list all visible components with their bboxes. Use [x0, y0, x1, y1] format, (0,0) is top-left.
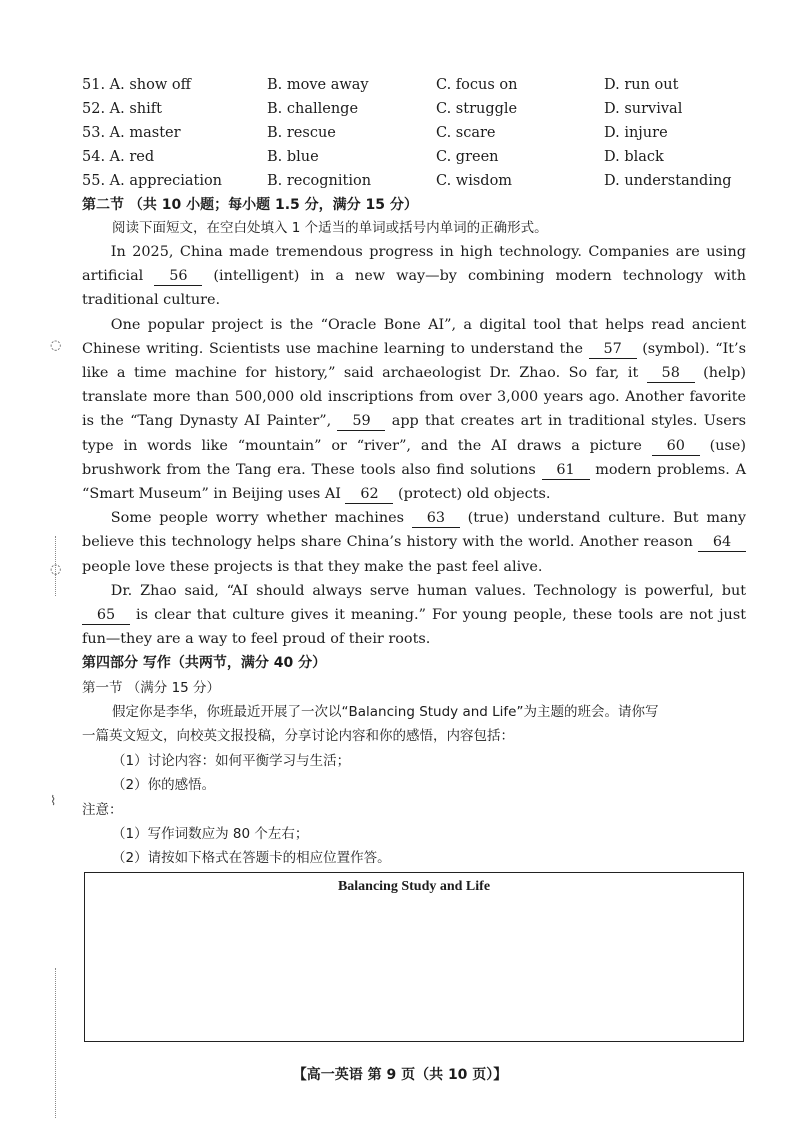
blank-58[interactable]: 58: [647, 364, 695, 383]
binding-mark: ◌: [50, 562, 62, 577]
blank-57[interactable]: 57: [589, 340, 637, 359]
writing-point: （2）你的感悟。: [112, 777, 216, 793]
option-row: 51. A. show off B. move away C. focus on D. run out: [82, 77, 679, 93]
blank-61[interactable]: 61: [542, 461, 590, 480]
page-footer: 【高一英语 第 9 页（共 10 页）】: [292, 1067, 508, 1083]
writing-prompt: 一篇英文短文，向校英文报投稿，分享讨论内容和你的感悟，内容包括：: [82, 728, 514, 744]
part-title: 第四部分 写作（共两节，满分 40 分）: [82, 655, 327, 671]
cloze-passage: [82, 240, 746, 651]
blank-63[interactable]: 63: [412, 509, 460, 528]
blank-64[interactable]: 64: [698, 533, 746, 552]
paragraph: Dr. Zhao said, “AI should always serve human values. Technology is powerful, but 65 is clear that culture gives it meaning.” For young people, these tools are not just fun—they are a way to feel proud of their roots.: [82, 582, 746, 648]
option-row: 52. A. shift B. challenge C. struggle D. survival: [82, 101, 683, 117]
note-item: （1）写作词数应为 80 个左右；: [112, 826, 309, 842]
option-row: 54. A. red B. blue C. green D. black: [82, 149, 664, 165]
paragraph: Some people worry whether machines 63 (true) understand culture. But many believe this technology helps share China’s history with the world. Another reason 64 people love these projects is that they make the past feel alive.: [82, 510, 746, 575]
blank-59[interactable]: 59: [337, 412, 385, 431]
binding-line: [55, 968, 56, 1118]
blank-65[interactable]: 65: [82, 606, 130, 625]
writing-prompt: 假定你是李华，你班最近开展了一次以“Balancing Study and Life”为主题的班会。请你写: [112, 704, 659, 720]
essay-title: Balancing Study and Life: [337, 879, 491, 894]
note-item: （2）请按如下格式在答题卡的相应位置作答。: [112, 850, 391, 866]
writing-section-title: 第一节 （满分 15 分）: [82, 680, 221, 696]
binding-mark: ⌇: [50, 794, 57, 809]
answer-box[interactable]: [84, 872, 744, 1042]
note-label: 注意：: [82, 802, 123, 818]
paragraph: In 2025, China made tremendous progress in high technology. Companies are using artificial 56 (intelligent) in a new way—by combining modern technology with traditional culture.: [82, 244, 746, 309]
paragraph: One popular project is the “Oracle Bone AI”, a digital tool that helps read ancient Chinese writing. Scientists use machine learning to understand the 57 (symbol). “It’s like a time machine for history,” said archaeologist Dr. Zhao. So far, it 58 (help) translate more than 500,000 old inscriptions from over 3,000 years ago. Another favorite is the “Tang Dynasty AI Painter”, 59 app that creates art in traditional styles. Users type in words like “mountain” or “river”, and the AI draws a picture 60 (use) brushwork from the Tang era. These tools also find solutions 61 modern problems. A “Smart Museum” in Beijing uses AI 62 (protect) old objects.: [82, 316, 746, 503]
option-row: 53. A. master B. rescue C. scare D. injure: [82, 125, 668, 141]
option-row: 55. A. appreciation B. recognition C. wisdom D. understanding: [82, 173, 732, 189]
blank-62[interactable]: 62: [345, 485, 393, 504]
blank-56[interactable]: 56: [154, 267, 202, 286]
section-instruction: 阅读下面短文，在空白处填入 1 个适当的单词或括号内单词的正确形式。: [112, 220, 548, 236]
blank-60[interactable]: 60: [652, 437, 700, 456]
writing-point: （1）讨论内容：如何平衡学习与生活；: [112, 753, 351, 769]
binding-mark: ◌: [50, 338, 62, 353]
section-title: 第二节 （共 10 小题；每小题 1.5 分，满分 15 分）: [82, 197, 418, 213]
